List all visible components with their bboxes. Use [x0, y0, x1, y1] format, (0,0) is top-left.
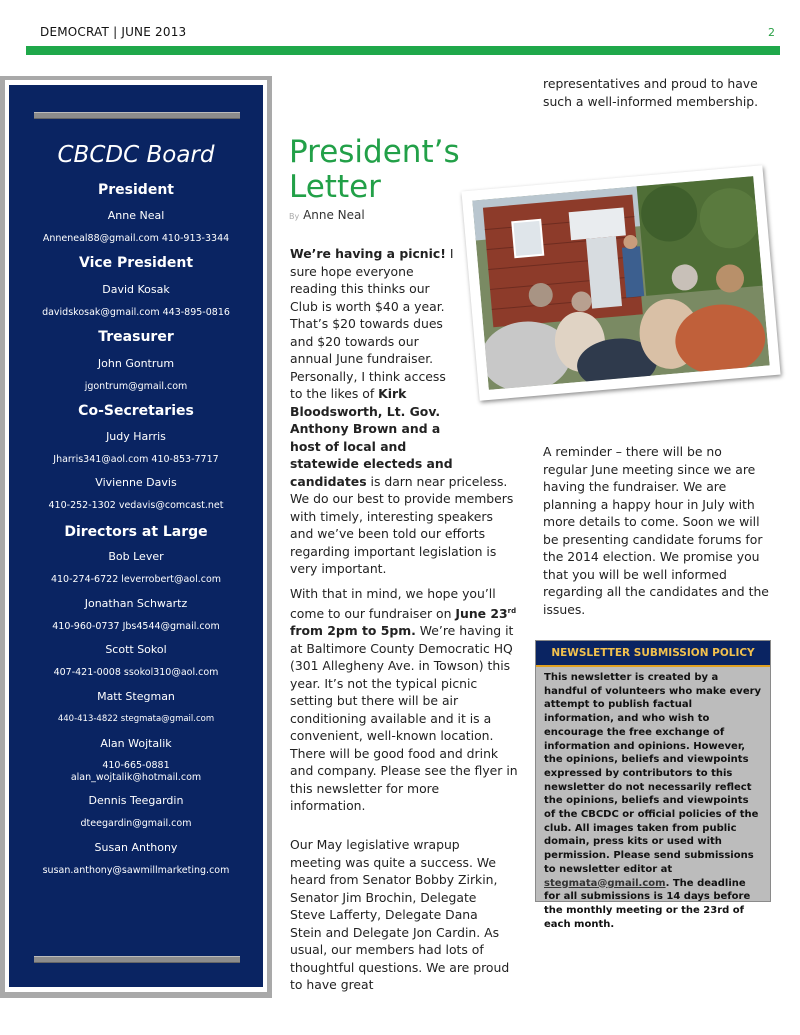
policy-heading: NEWSLETTER SUBMISSION POLICY [536, 641, 770, 667]
board-member-name: Vivienne Davis [95, 476, 177, 489]
picnic-photo [461, 165, 780, 401]
author-name: Anne Neal [303, 208, 365, 222]
board-member-name: Anne Neal [107, 209, 165, 222]
board-sidebar [9, 85, 263, 987]
board-member-name: Alan Wojtalik [100, 737, 172, 750]
article-paragraph-4: A reminder – there will be no regular June meeting since we are having the fundraiser. We are planning a happy hour in July with more details to come. Soon we will be presenting candidate forums for the 2014 election. We promise you that you will be well informed regarding all the candidates and the issues. [543, 444, 769, 617]
header-rule [26, 46, 780, 55]
submission-policy-box [535, 640, 771, 930]
article-paragraph-1a: We’re having a picnic! I sure hope everyone reading this thinks our Club is worth $40 a year. That’s $20 towards dues and $20 towards our annual June fundraiser. Personally, I think access to the likes of Kirk Bloodsworth, Lt. Gov. Anthony Brown and a host of local and statewide electeds and candidates is darn near priceless. We do our best to provide members with timely, interesting speakers and we’ve been told our efforts regarding important legislation is very important. [290, 246, 514, 576]
board-title: CBCDC Board [57, 142, 215, 168]
board-member-name: David Kosak [102, 283, 170, 296]
board-role-heading: Vice President [78, 255, 194, 271]
board-member-name: Scott Sokol [105, 643, 167, 656]
newsletter-header: DEMOCRAT | JUNE 2013 [40, 25, 187, 39]
board-member-name: Bob Lever [108, 550, 164, 563]
board-member-contact: susan.anthony@sawmillmarketing.com [42, 865, 230, 876]
sidebar-divider-top [34, 112, 240, 119]
board-member-contact: 407-421-0008 ssokol310@aol.com [53, 667, 219, 678]
board-member-contact: 410-665-0881 [102, 760, 170, 771]
article-paragraph-2: With that in mind, we hope you’ll come to our fundraiser on June 23rd from 2pm to 5pm. We’re having it at Baltimore County Democratic HQ (301 Allegheny Ave. in Towson) this year. It’s not the typical picnic setting but there will be air conditioning available and it is a convenient, well-known location. There will be good food and drink and company. Please see the flyer in this newsletter for more information. [290, 586, 518, 814]
board-member-name: Judy Harris [106, 430, 166, 443]
board-member-contact: davidskosak@gmail.com 443-895-0816 [42, 307, 230, 318]
board-member-name: Matt Stegman [97, 690, 175, 703]
board-member-contact: Jharris341@aol.com 410-853-7717 [53, 454, 219, 465]
board-member-name: Susan Anthony [94, 841, 178, 854]
sidebar-divider-bottom [34, 956, 240, 963]
board-member-contact: 410-252-1302 vedavis@comcast.net [48, 500, 224, 511]
board-member-name: Jonathan Schwartz [84, 597, 188, 610]
article-paragraph-3-continued: representatives and proud to have such a well-informed membership. [543, 76, 759, 109]
byline: By Anne Neal [289, 208, 365, 222]
board-member-contact: Anneneal88@gmail.com 410-913-3344 [42, 233, 230, 244]
board-member-name: Dennis Teegardin [88, 794, 184, 807]
board-member-contact: dteegardin@gmail.com [80, 818, 192, 829]
crowd-photo-image [472, 176, 769, 390]
board-member-contact: 440-413-4822 stegmata@gmail.com [57, 714, 215, 724]
board-member-contact: alan_wojtalik@hotmail.com [70, 772, 202, 783]
board-member-contact: 410-274-6722 leverrobert@aol.com [50, 574, 222, 585]
board-role-heading: Directors at Large [64, 524, 208, 540]
board-member-contact: jgontrum@gmail.com [84, 381, 188, 392]
board-member-contact: 410-960-0737 Jbs4544@gmail.com [52, 621, 220, 632]
page-number: 2 [768, 26, 775, 39]
board-role-heading: President [98, 182, 174, 198]
editor-email-link[interactable]: stegmata@gmail.com [544, 877, 666, 889]
policy-text: This newsletter is created by a handful of volunteers who make every attempt to publish factual information, and who wish to encourage the free exchange of information and opinions. However, the opinions, beliefs and viewpoints expressed by contributors to this newsletter do not necessarily reflect the opinions, beliefs and viewpoints of the CBCDC or official policies of the club. All images taken from public domain, press kits or used with permission. Please send submissions to newsletter editor at stegmata@gmail.com. The deadline for all submissions is 14 days before the monthly meeting or the 23rd of each month. [544, 672, 762, 930]
article-title: President’s Letter [289, 134, 460, 205]
board-role-heading: Co-Secretaries [78, 403, 194, 419]
board-sidebar-frame [0, 76, 272, 998]
article-paragraph-3: Our May legislative wrapup meeting was quite a success. We heard from Senator Bobby Zirkin, Senator Jim Brochin, Delegate Steve Lafferty, Delegate Dana Stein and Delegate Jon Cardin. As usual, our members had lots of thoughtful questions. We are proud to have great [290, 837, 510, 992]
board-role-heading: Treasurer [98, 329, 174, 345]
board-member-name: John Gontrum [97, 357, 175, 370]
